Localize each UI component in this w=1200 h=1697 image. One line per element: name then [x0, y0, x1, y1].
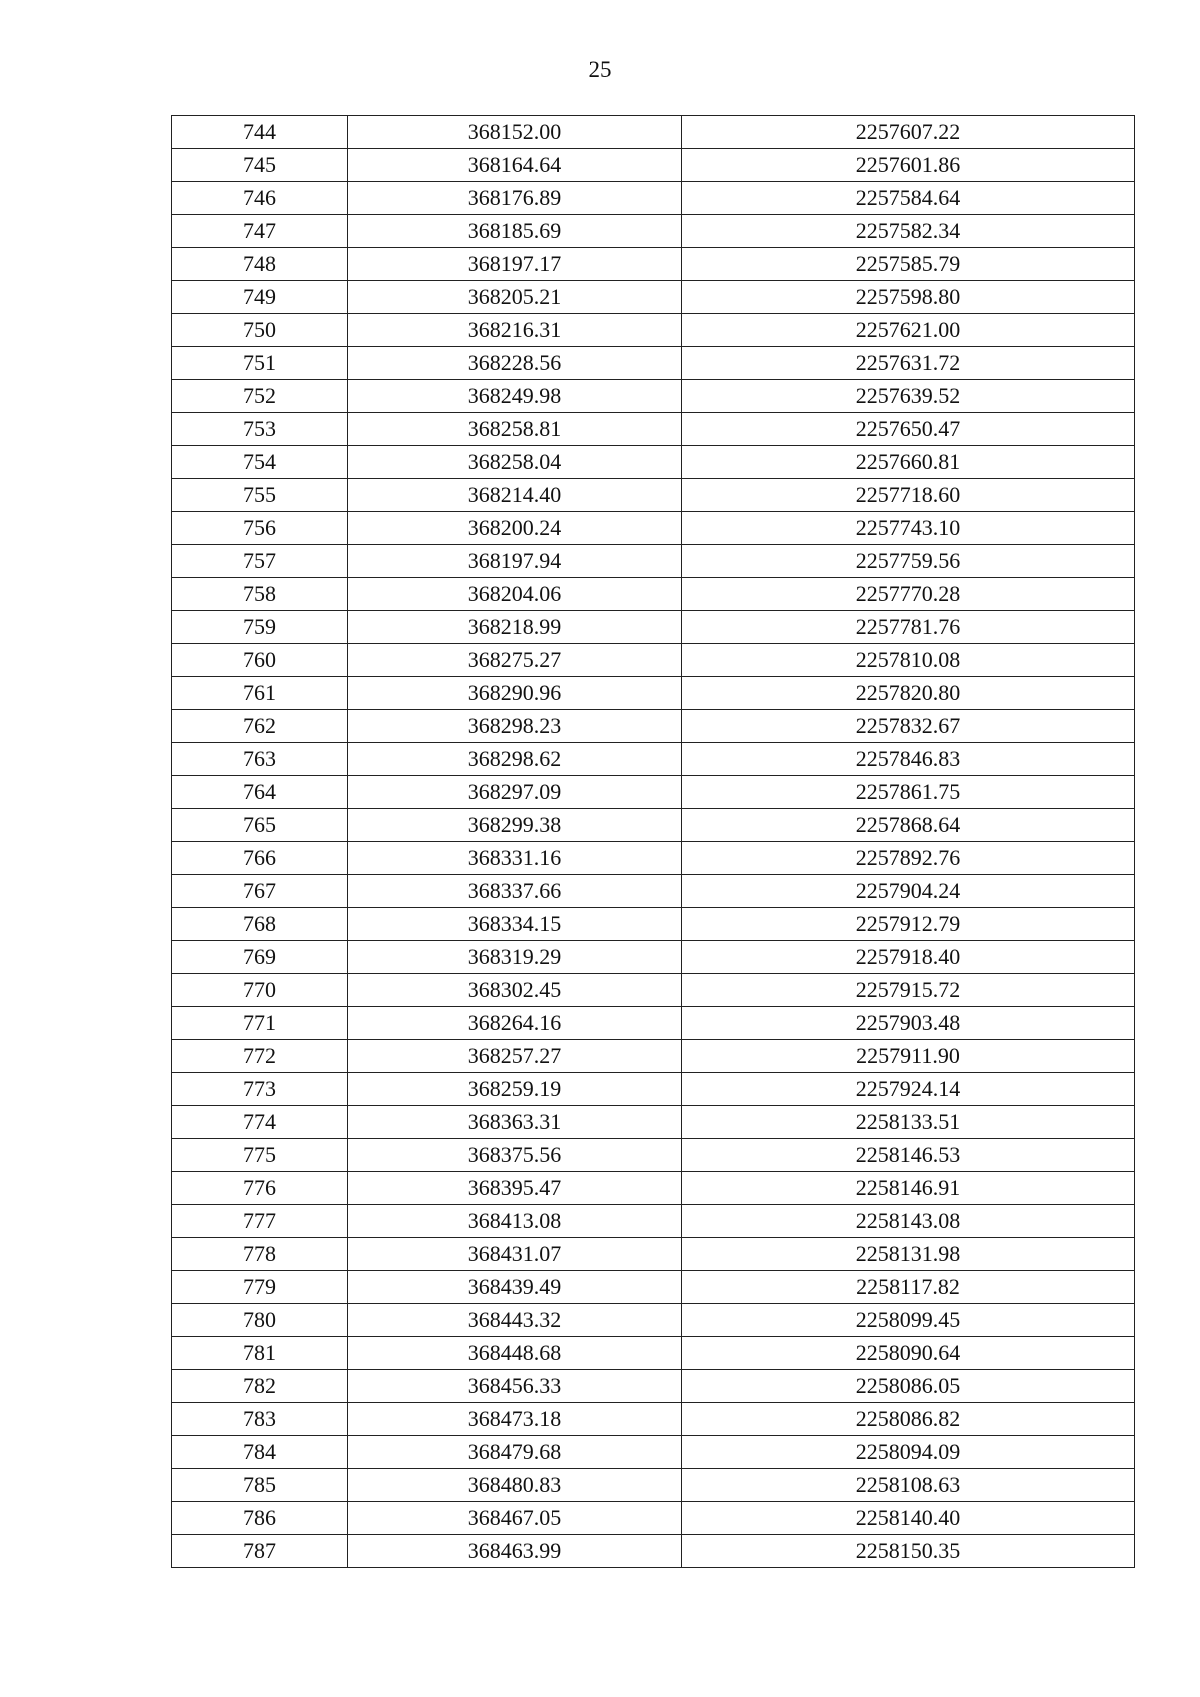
table-row [172, 182, 1135, 215]
x-coordinate-cell: 368473.18 [348, 1403, 682, 1436]
table-row [172, 446, 1135, 479]
point-number-cell: 763 [172, 743, 348, 776]
y-coordinate-cell: 2257915.72 [682, 974, 1135, 1007]
y-coordinate-cell: 2257621.00 [682, 314, 1135, 347]
table-row [172, 380, 1135, 413]
y-coordinate-cell: 2258131.98 [682, 1238, 1135, 1271]
y-coordinate-cell: 2258086.82 [682, 1403, 1135, 1436]
table-row [172, 1271, 1135, 1304]
y-coordinate-cell: 2257650.47 [682, 413, 1135, 446]
coordinates-table-body [172, 116, 1135, 1568]
point-number-cell: 775 [172, 1139, 348, 1172]
y-coordinate-cell: 2257918.40 [682, 941, 1135, 974]
point-number-cell: 769 [172, 941, 348, 974]
table-row [172, 1007, 1135, 1040]
table-row [172, 1502, 1135, 1535]
point-number-cell: 777 [172, 1205, 348, 1238]
y-coordinate-cell: 2257582.34 [682, 215, 1135, 248]
x-coordinate-cell: 368214.40 [348, 479, 682, 512]
point-number-cell: 748 [172, 248, 348, 281]
x-coordinate-cell: 368176.89 [348, 182, 682, 215]
y-coordinate-cell: 2258090.64 [682, 1337, 1135, 1370]
point-number-cell: 745 [172, 149, 348, 182]
table-row [172, 215, 1135, 248]
x-coordinate-cell: 368290.96 [348, 677, 682, 710]
y-coordinate-cell: 2257846.83 [682, 743, 1135, 776]
table-row [172, 1238, 1135, 1271]
x-coordinate-cell: 368185.69 [348, 215, 682, 248]
table-row [172, 710, 1135, 743]
point-number-cell: 754 [172, 446, 348, 479]
y-coordinate-cell: 2257820.80 [682, 677, 1135, 710]
x-coordinate-cell: 368200.24 [348, 512, 682, 545]
x-coordinate-cell: 368456.33 [348, 1370, 682, 1403]
y-coordinate-cell: 2258094.09 [682, 1436, 1135, 1469]
table-row [172, 677, 1135, 710]
x-coordinate-cell: 368259.19 [348, 1073, 682, 1106]
point-number-cell: 747 [172, 215, 348, 248]
table-row [172, 116, 1135, 149]
point-number-cell: 759 [172, 611, 348, 644]
x-coordinate-cell: 368205.21 [348, 281, 682, 314]
table-row [172, 776, 1135, 809]
table-row [172, 941, 1135, 974]
y-coordinate-cell: 2258086.05 [682, 1370, 1135, 1403]
x-coordinate-cell: 368431.07 [348, 1238, 682, 1271]
y-coordinate-cell: 2258146.91 [682, 1172, 1135, 1205]
point-number-cell: 787 [172, 1535, 348, 1568]
point-number-cell: 744 [172, 116, 348, 149]
y-coordinate-cell: 2257639.52 [682, 380, 1135, 413]
table-row [172, 1469, 1135, 1502]
point-number-cell: 779 [172, 1271, 348, 1304]
y-coordinate-cell: 2257598.80 [682, 281, 1135, 314]
x-coordinate-cell: 368443.32 [348, 1304, 682, 1337]
table-row [172, 1370, 1135, 1403]
x-coordinate-cell: 368258.04 [348, 446, 682, 479]
point-number-cell: 767 [172, 875, 348, 908]
x-coordinate-cell: 368197.17 [348, 248, 682, 281]
x-coordinate-cell: 368298.62 [348, 743, 682, 776]
x-coordinate-cell: 368299.38 [348, 809, 682, 842]
x-coordinate-cell: 368331.16 [348, 842, 682, 875]
table-row [172, 314, 1135, 347]
x-coordinate-cell: 368463.99 [348, 1535, 682, 1568]
point-number-cell: 771 [172, 1007, 348, 1040]
table-row [172, 1436, 1135, 1469]
x-coordinate-cell: 368249.98 [348, 380, 682, 413]
point-number-cell: 786 [172, 1502, 348, 1535]
x-coordinate-cell: 368480.83 [348, 1469, 682, 1502]
table-row [172, 1535, 1135, 1568]
point-number-cell: 764 [172, 776, 348, 809]
table-row [172, 281, 1135, 314]
x-coordinate-cell: 368257.27 [348, 1040, 682, 1073]
point-number-cell: 784 [172, 1436, 348, 1469]
x-coordinate-cell: 368218.99 [348, 611, 682, 644]
y-coordinate-cell: 2258150.35 [682, 1535, 1135, 1568]
table-row [172, 1106, 1135, 1139]
table-row [172, 743, 1135, 776]
y-coordinate-cell: 2257892.76 [682, 842, 1135, 875]
table-row [172, 1139, 1135, 1172]
y-coordinate-cell: 2257601.86 [682, 149, 1135, 182]
point-number-cell: 760 [172, 644, 348, 677]
x-coordinate-cell: 368363.31 [348, 1106, 682, 1139]
x-coordinate-cell: 368375.56 [348, 1139, 682, 1172]
x-coordinate-cell: 368319.29 [348, 941, 682, 974]
table-row [172, 248, 1135, 281]
point-number-cell: 762 [172, 710, 348, 743]
y-coordinate-cell: 2258117.82 [682, 1271, 1135, 1304]
table-row [172, 413, 1135, 446]
point-number-cell: 758 [172, 578, 348, 611]
table-row [172, 1040, 1135, 1073]
point-number-cell: 761 [172, 677, 348, 710]
point-number-cell: 768 [172, 908, 348, 941]
y-coordinate-cell: 2257585.79 [682, 248, 1135, 281]
table-row [172, 1337, 1135, 1370]
y-coordinate-cell: 2257770.28 [682, 578, 1135, 611]
x-coordinate-cell: 368334.15 [348, 908, 682, 941]
point-number-cell: 776 [172, 1172, 348, 1205]
point-number-cell: 782 [172, 1370, 348, 1403]
table-row [172, 1403, 1135, 1436]
x-coordinate-cell: 368258.81 [348, 413, 682, 446]
point-number-cell: 785 [172, 1469, 348, 1502]
y-coordinate-cell: 2257607.22 [682, 116, 1135, 149]
point-number-cell: 749 [172, 281, 348, 314]
x-coordinate-cell: 368302.45 [348, 974, 682, 1007]
point-number-cell: 781 [172, 1337, 348, 1370]
page-number: 25 [588, 57, 612, 82]
table-row [172, 908, 1135, 941]
y-coordinate-cell: 2257832.67 [682, 710, 1135, 743]
x-coordinate-cell: 368164.64 [348, 149, 682, 182]
y-coordinate-cell: 2258140.40 [682, 1502, 1135, 1535]
y-coordinate-cell: 2258133.51 [682, 1106, 1135, 1139]
table-row [172, 1304, 1135, 1337]
y-coordinate-cell: 2257584.64 [682, 182, 1135, 215]
x-coordinate-cell: 368413.08 [348, 1205, 682, 1238]
point-number-cell: 774 [172, 1106, 348, 1139]
point-number-cell: 783 [172, 1403, 348, 1436]
point-number-cell: 755 [172, 479, 348, 512]
point-number-cell: 752 [172, 380, 348, 413]
y-coordinate-cell: 2258143.08 [682, 1205, 1135, 1238]
table-row [172, 512, 1135, 545]
y-coordinate-cell: 2258146.53 [682, 1139, 1135, 1172]
x-coordinate-cell: 368216.31 [348, 314, 682, 347]
y-coordinate-cell: 2258099.45 [682, 1304, 1135, 1337]
point-number-cell: 750 [172, 314, 348, 347]
point-number-cell: 746 [172, 182, 348, 215]
y-coordinate-cell: 2257781.76 [682, 611, 1135, 644]
x-coordinate-cell: 368275.27 [348, 644, 682, 677]
point-number-cell: 756 [172, 512, 348, 545]
table-row [172, 479, 1135, 512]
y-coordinate-cell: 2257912.79 [682, 908, 1135, 941]
y-coordinate-cell: 2257924.14 [682, 1073, 1135, 1106]
table-row [172, 974, 1135, 1007]
x-coordinate-cell: 368448.68 [348, 1337, 682, 1370]
point-number-cell: 765 [172, 809, 348, 842]
x-coordinate-cell: 368337.66 [348, 875, 682, 908]
table-row [172, 1073, 1135, 1106]
coordinates-table [171, 115, 1135, 1568]
y-coordinate-cell: 2257718.60 [682, 479, 1135, 512]
y-coordinate-cell: 2257861.75 [682, 776, 1135, 809]
point-number-cell: 778 [172, 1238, 348, 1271]
x-coordinate-cell: 368152.00 [348, 116, 682, 149]
y-coordinate-cell: 2257660.81 [682, 446, 1135, 479]
y-coordinate-cell: 2257903.48 [682, 1007, 1135, 1040]
x-coordinate-cell: 368439.49 [348, 1271, 682, 1304]
table-row [172, 644, 1135, 677]
point-number-cell: 766 [172, 842, 348, 875]
point-number-cell: 780 [172, 1304, 348, 1337]
x-coordinate-cell: 368197.94 [348, 545, 682, 578]
point-number-cell: 751 [172, 347, 348, 380]
point-number-cell: 753 [172, 413, 348, 446]
point-number-cell: 773 [172, 1073, 348, 1106]
y-coordinate-cell: 2257911.90 [682, 1040, 1135, 1073]
y-coordinate-cell: 2257904.24 [682, 875, 1135, 908]
point-number-cell: 770 [172, 974, 348, 1007]
table-row [172, 578, 1135, 611]
y-coordinate-cell: 2258108.63 [682, 1469, 1135, 1502]
x-coordinate-cell: 368395.47 [348, 1172, 682, 1205]
y-coordinate-cell: 2257743.10 [682, 512, 1135, 545]
x-coordinate-cell: 368204.06 [348, 578, 682, 611]
y-coordinate-cell: 2257759.56 [682, 545, 1135, 578]
y-coordinate-cell: 2257631.72 [682, 347, 1135, 380]
point-number-cell: 757 [172, 545, 348, 578]
table-row [172, 149, 1135, 182]
table-row [172, 611, 1135, 644]
table-row [172, 1205, 1135, 1238]
table-row [172, 545, 1135, 578]
x-coordinate-cell: 368479.68 [348, 1436, 682, 1469]
table-row [172, 347, 1135, 380]
y-coordinate-cell: 2257868.64 [682, 809, 1135, 842]
table-row [172, 875, 1135, 908]
y-coordinate-cell: 2257810.08 [682, 644, 1135, 677]
point-number-cell: 772 [172, 1040, 348, 1073]
x-coordinate-cell: 368228.56 [348, 347, 682, 380]
x-coordinate-cell: 368297.09 [348, 776, 682, 809]
table-row [172, 1172, 1135, 1205]
x-coordinate-cell: 368264.16 [348, 1007, 682, 1040]
table-row [172, 842, 1135, 875]
table-row [172, 809, 1135, 842]
x-coordinate-cell: 368298.23 [348, 710, 682, 743]
x-coordinate-cell: 368467.05 [348, 1502, 682, 1535]
